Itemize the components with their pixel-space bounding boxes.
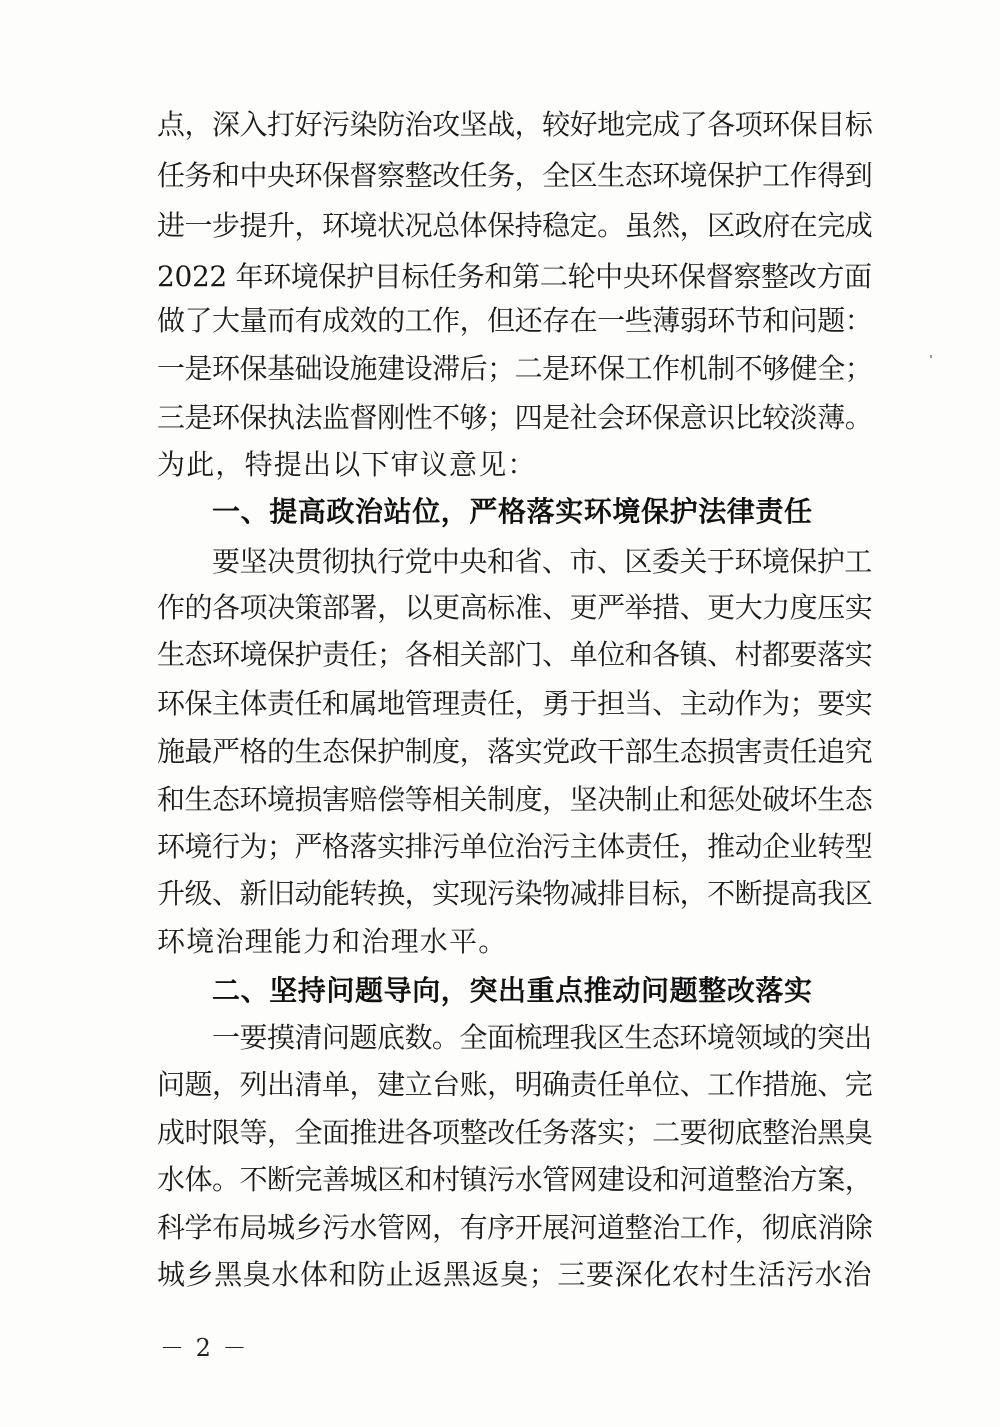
text-line: 问题，列出清单，建立台账，明确责任单位、工作措施、完 [157, 1068, 872, 1101]
text-line: 升级、新旧动能转换，实现污染物减排目标，不断提高我区 [157, 877, 872, 910]
text-line: 环保主体责任和属地管理责任，勇于担当、主动作为；要实 [157, 687, 872, 720]
section-heading-1: 一、提高政治站位，严格落实环境保护法律责任 [212, 495, 813, 528]
text-line: 水体。不断完善城区和村镇污水管网建设和河道整治方案， [157, 1163, 872, 1196]
text-line: 三是环保执法监督刚性不够；四是社会环保意识比较淡薄。 [157, 401, 872, 434]
text-line: 要坚决贯彻执行党中央和省、市、区委关于环境保护工 [212, 545, 872, 578]
text-line: 2022 年环境保护目标任务和第二轮中央环保督察整改方面 [157, 260, 872, 293]
text-line: 做了大量而有成效的工作，但还存在一些薄弱环节和问题： [157, 304, 872, 337]
text-line: 环境治理能力和治理水平。 [157, 925, 508, 958]
text-line: 一要摸清问题底数。全面梳理我区生态环境领域的突出 [212, 1021, 872, 1054]
text-line: 为此，特提出以下审议意见： [157, 448, 537, 481]
page-number: － 2 － [160, 1334, 249, 1362]
text-line: 一是环保基础设施建设滞后；二是环保工作机制不够健全； [157, 352, 872, 385]
text-line: 施最严格的生态保护制度，落实党政干部生态损害责任追究 [157, 735, 872, 768]
text-line: 环境行为；严格落实排污单位治污主体责任，推动企业转型 [157, 830, 872, 863]
text-line: 生态环境保护责任；各相关部门、单位和各镇、村都要落实 [157, 638, 872, 671]
section-heading-2: 二、坚持问题导向，突出重点推动问题整改落实 [212, 974, 813, 1007]
text-line: 任务和中央环保督察整改任务，全区生态环境保护工作得到 [157, 159, 872, 192]
text-line: 点，深入打好污染防治攻坚战，较好地完成了各项环保目标 [157, 108, 872, 141]
text-line: 成时限等，全面推进各项整改任务落实；二要彻底整治黑臭 [157, 1116, 872, 1149]
scan-speck [930, 355, 932, 358]
text-line: 城乡黑臭水体和防止返黑返臭；三要深化农村生活污水治 [157, 1258, 872, 1291]
text-line: 作的各项决策部署，以更高标准、更严举措、更大力度压实 [157, 591, 872, 624]
text-line: 和生态环境损害赔偿等相关制度，坚决制止和惩处破坏生态 [157, 783, 872, 816]
text-line: 科学布局城乡污水管网，有序开展河道整治工作，彻底消除 [157, 1211, 872, 1244]
text-line: 进一步提升，环境状况总体保持稳定。虽然，区政府在完成 [157, 209, 872, 242]
